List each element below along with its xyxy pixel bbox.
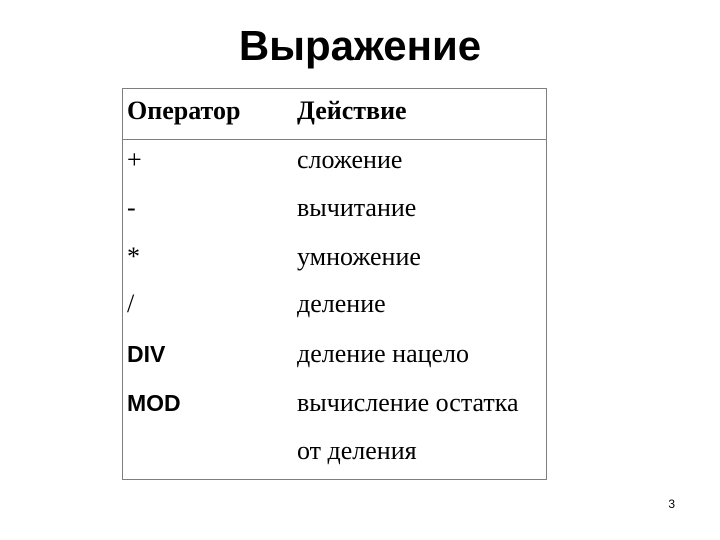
row-operator-plus: + <box>127 145 142 174</box>
row-action-mod: вычисление остатка <box>297 388 519 417</box>
slide-title: Выражение <box>238 22 482 69</box>
row-action-minus: вычитание <box>297 193 417 222</box>
row-operator-divide: / <box>127 289 135 318</box>
row-action-plus: сложение <box>297 145 403 174</box>
page-number: 3 <box>668 497 675 511</box>
header-action: Действие <box>297 96 407 125</box>
row-operator-div: DIV <box>127 341 166 367</box>
operators-table <box>122 88 547 480</box>
row-operator-minus: - <box>127 193 136 222</box>
row-operator-multiply: * <box>127 242 140 271</box>
row-action-mod-continuation: от деления <box>297 436 417 465</box>
row-action-divide: деление <box>297 289 386 318</box>
row-operator-mod: MOD <box>127 390 181 416</box>
table-header-row <box>123 89 546 140</box>
row-action-multiply: умножение <box>297 242 421 271</box>
header-operator: Оператор <box>127 96 241 125</box>
row-action-div: деление нацело <box>297 339 470 368</box>
